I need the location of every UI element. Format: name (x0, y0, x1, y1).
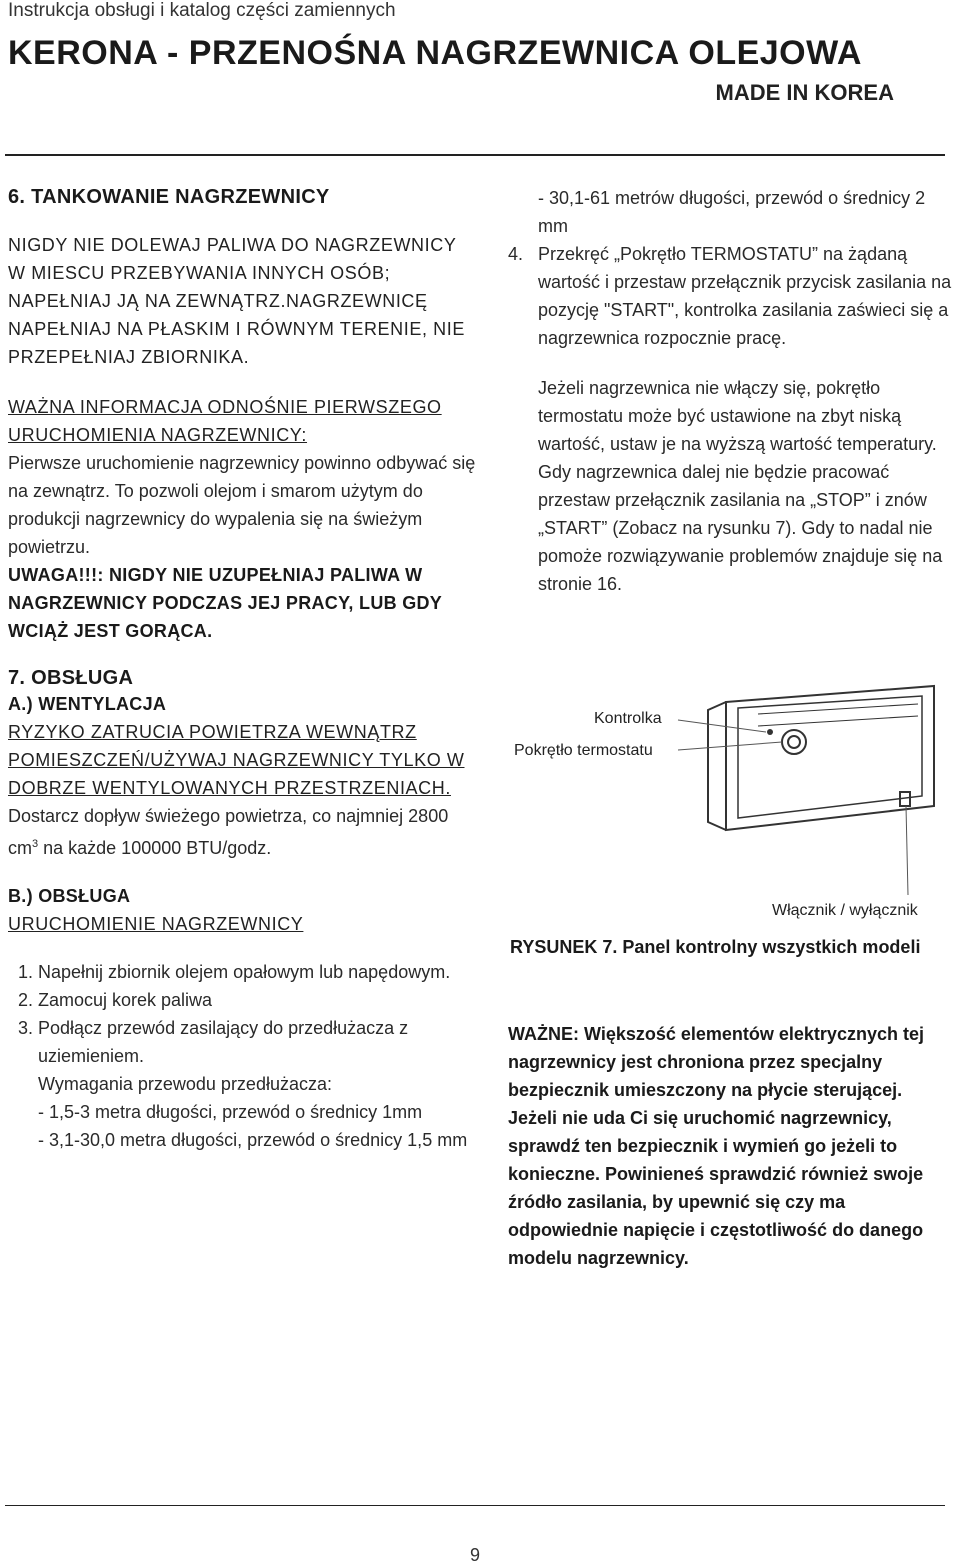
list-item: 3. Podłącz przewód zasilający do przedłużacza z uziemieniem. (38, 1014, 478, 1070)
header-divider (5, 154, 945, 156)
start-heading: URUCHOMIENIE NAGRZEWNICY (8, 914, 304, 934)
made-in-label: MADE IN KOREA (715, 80, 894, 105)
right-column (508, 184, 956, 598)
figure-caption: RYSUNEK 7. Panel kontrolny wszystkich modeli (510, 937, 921, 957)
ventilation-heading: A.) WENTYLACJA (8, 694, 167, 714)
panel-side (708, 702, 726, 830)
document-subtitle: Instrukcja obsługi i katalog części zamiennych (8, 0, 396, 21)
ventilation-text: Dostarcz dopływ świeżego powietrza, co najmniej 2800 $cm^3$ na każde 100000 BTU/godz. (8, 806, 449, 858)
caution-text: UWAGA!!!: NIGDY NIE UZUPEŁNIAJ PALIWA W NAGRZEWNICY PODCZAS JEJ PRACY, LUB GDY WCIĄŻ JEST GORĄCA. (8, 565, 442, 641)
step-4-number: 4. (508, 244, 524, 264)
label-indicator-lamp: Kontrolka (594, 710, 662, 727)
troubleshooting-text: Jeżeli nagrzewnica nie włączy się, pokrętło termostatu może być ustawione na zbyt niską wartość, ustaw je na wyższą wartość temperatury. Gdy nagrzewnica dalej nie będzie pracować przestaw przełącznik zasilania na „STOP” i znów „START” (Zobacz na rysunku 7). Gdy to nadal nie pomoże rozwiązywanie problemów znajduje się na stronie 16. (538, 378, 943, 594)
extension-requirement-item: - 3,1-30,0 metra długości, przewód o średnicy 1,5 mm (38, 1130, 468, 1150)
indicator-lamp (767, 729, 773, 735)
panel-inner-face (738, 696, 922, 818)
section-7-heading: 7. OBSŁUGA (8, 667, 134, 689)
extension-requirements (8, 1070, 478, 1154)
thermostat-knob-inner (788, 736, 800, 748)
list-item: 1. Napełnij zbiornik olejem opałowym lub napędowym. (38, 958, 478, 986)
label-power-switch: Włącznik / wyłącznik (772, 902, 918, 919)
page-number: 9 (470, 1545, 481, 1565)
ventilation-warning: RYZYKO ZATRUCIA POWIETRZA WEWNĄTRZ POMIESZCZEŃ/UŻYWAJ NAGRZEWNICY TYLKO W DOBRZE WENTYLOWANYCH PRZESTRZENIACH. (8, 722, 465, 798)
extension-requirement-item: - 1,5-3 metra długości, przewód o średnicy 1mm (38, 1102, 423, 1122)
knob-leader-line (678, 742, 782, 750)
extension-requirement-item: - 30,1-61 metrów długości, przewód o średnicy 2 mm (538, 188, 926, 236)
refuel-warning: NIGDY NIE DOLEWAJ PALIWA DO NAGRZEWNICY W MIESCU PRZEBYWANIA INNYCH OSÓB; NAPEŁNIAJ JĄ NA ZEWNĄTRZ.NAGRZEWNICĘ NAPEŁNIAJ NA PŁASKIM I RÓWNYM TERENIE, NIE PRZEPEŁNIAJ ZBIORNIKA. (8, 235, 465, 367)
first-start-heading: WAŻNA INFORMACJA ODNOŚNIE PIERWSZEGO URUCHOMIENIA NAGRZEWNICY: (8, 397, 442, 445)
control-panel-figure (508, 680, 952, 925)
switch-leader-line (906, 806, 908, 895)
left-column (8, 186, 478, 1154)
panel-face (726, 686, 934, 830)
control-panel-drawing (508, 680, 952, 925)
extension-requirements-title: Wymagania przewodu przedłużacza: (38, 1074, 332, 1094)
important-note: WAŻNE: Większość elementów elektrycznych tej nagrzewnicy jest chroniona przez specjalny bezpiecznik umieszczony na płycie sterującej. Jeżeli nie uda Ci się uruchomić nagrzewnicy, sprawdź ten bezpiecznik i wymień go jeżeli to konieczne. Powinieneś sprawdzić również swoje źródło zasilania, by upewnić się czy ma odpowiednie napięcie i częstotliwość do danego modelu nagrzewnicy. (508, 1024, 924, 1268)
panel-groove (758, 716, 918, 726)
section-6-heading: 6. TANKOWANIE NAGRZEWNICY (8, 186, 330, 208)
thermostat-knob-outer (782, 730, 806, 754)
first-start-text: Pierwsze uruchomienie nagrzewnicy powinno odbywać się na zewnątrz. To pozwoli olejom i smarom użytym do produkcji nagrzewnicy do wypalenia się na świeżym powietrzu. (8, 453, 476, 557)
operation-heading: B.) OBSŁUGA (8, 886, 131, 906)
step-4 (508, 240, 956, 352)
step-4-text: Przekręć „Pokrętło TERMOSTATU” na żądaną wartość i przestaw przełącznik przycisk zasilania na pozycję "START", kontrolka zasilania zaświeci się a nagrzewnica rozpocznie pracę. (538, 244, 952, 348)
lamp-leader-line (678, 720, 766, 732)
list-item: 2. Zamocuj korek paliwa (38, 986, 478, 1014)
footer-divider (5, 1505, 945, 1506)
document-title: KERONA - PRZENOŚNA NAGRZEWNICA OLEJOWA (8, 34, 862, 72)
label-thermostat-knob: Pokrętło termostatu (514, 742, 653, 759)
start-steps-list (8, 958, 478, 1070)
